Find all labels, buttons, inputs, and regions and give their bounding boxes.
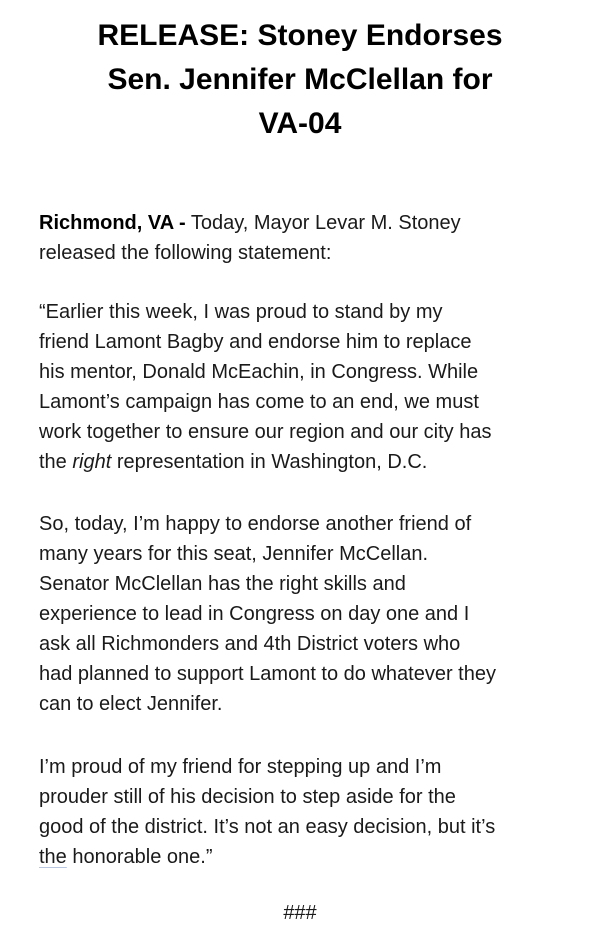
- paragraph-line: “Earlier this week, I was proud to stand by my: [39, 301, 443, 323]
- intro-line: released the following statement:: [39, 242, 332, 264]
- paragraph-line: [39, 447, 579, 477]
- paragraph-line: good of the district. It’s not an easy decision, but it’s: [39, 816, 496, 838]
- paragraph-line: his mentor, Donald McEachin, in Congress. While: [39, 361, 479, 383]
- paragraph-line: can to elect Jennifer.: [39, 693, 223, 715]
- paragraph-line: friend Lamont Bagby and endorse him to replace: [39, 331, 472, 353]
- text-segment: representation in Washington, D.C.: [111, 451, 428, 473]
- paragraph-line: many years for this seat, Jennifer McCellan.: [39, 543, 429, 565]
- intro-paragraph: [39, 208, 579, 268]
- headline-line: Sen. Jennifer McClellan for: [107, 63, 493, 96]
- end-of-release-mark: ###: [283, 902, 317, 924]
- underlined-word: the: [39, 846, 67, 868]
- paragraph-line: So, today, I’m happy to endorse another friend of: [39, 513, 472, 535]
- paragraph-line: had planned to support Lamont to do whatever they: [39, 663, 496, 685]
- text-segment: honorable one.”: [66, 846, 213, 868]
- paragraph-line: prouder still of his decision to step aside for the: [39, 786, 456, 808]
- intro-text: Today, Mayor Levar M. Stoney: [185, 212, 461, 234]
- statement-paragraph-3: [39, 752, 579, 872]
- statement-paragraph-1: [39, 297, 579, 477]
- paragraph-line: ask all Richmonders and 4th District voters who: [39, 633, 461, 655]
- emphasized-word: right: [72, 451, 112, 473]
- dateline: Richmond, VA -: [39, 212, 186, 234]
- paragraph-line: Senator McClellan has the right skills and: [39, 573, 406, 595]
- paragraph-line: work together to ensure our region and our city has: [39, 421, 492, 443]
- paragraph-line: [39, 842, 579, 872]
- paragraph-line: Lamont’s campaign has come to an end, we must: [39, 391, 479, 413]
- headline-line: RELEASE: Stoney Endorses: [97, 19, 503, 52]
- headline-line: VA-04: [258, 107, 342, 140]
- intro-line: [39, 208, 579, 238]
- text-segment: the: [39, 451, 73, 473]
- paragraph-line: I’m proud of my friend for stepping up and I’m: [39, 756, 442, 778]
- statement-paragraph-2: [39, 509, 579, 719]
- paragraph-line: experience to lead in Congress on day one and I: [39, 603, 470, 625]
- headline: [0, 14, 600, 146]
